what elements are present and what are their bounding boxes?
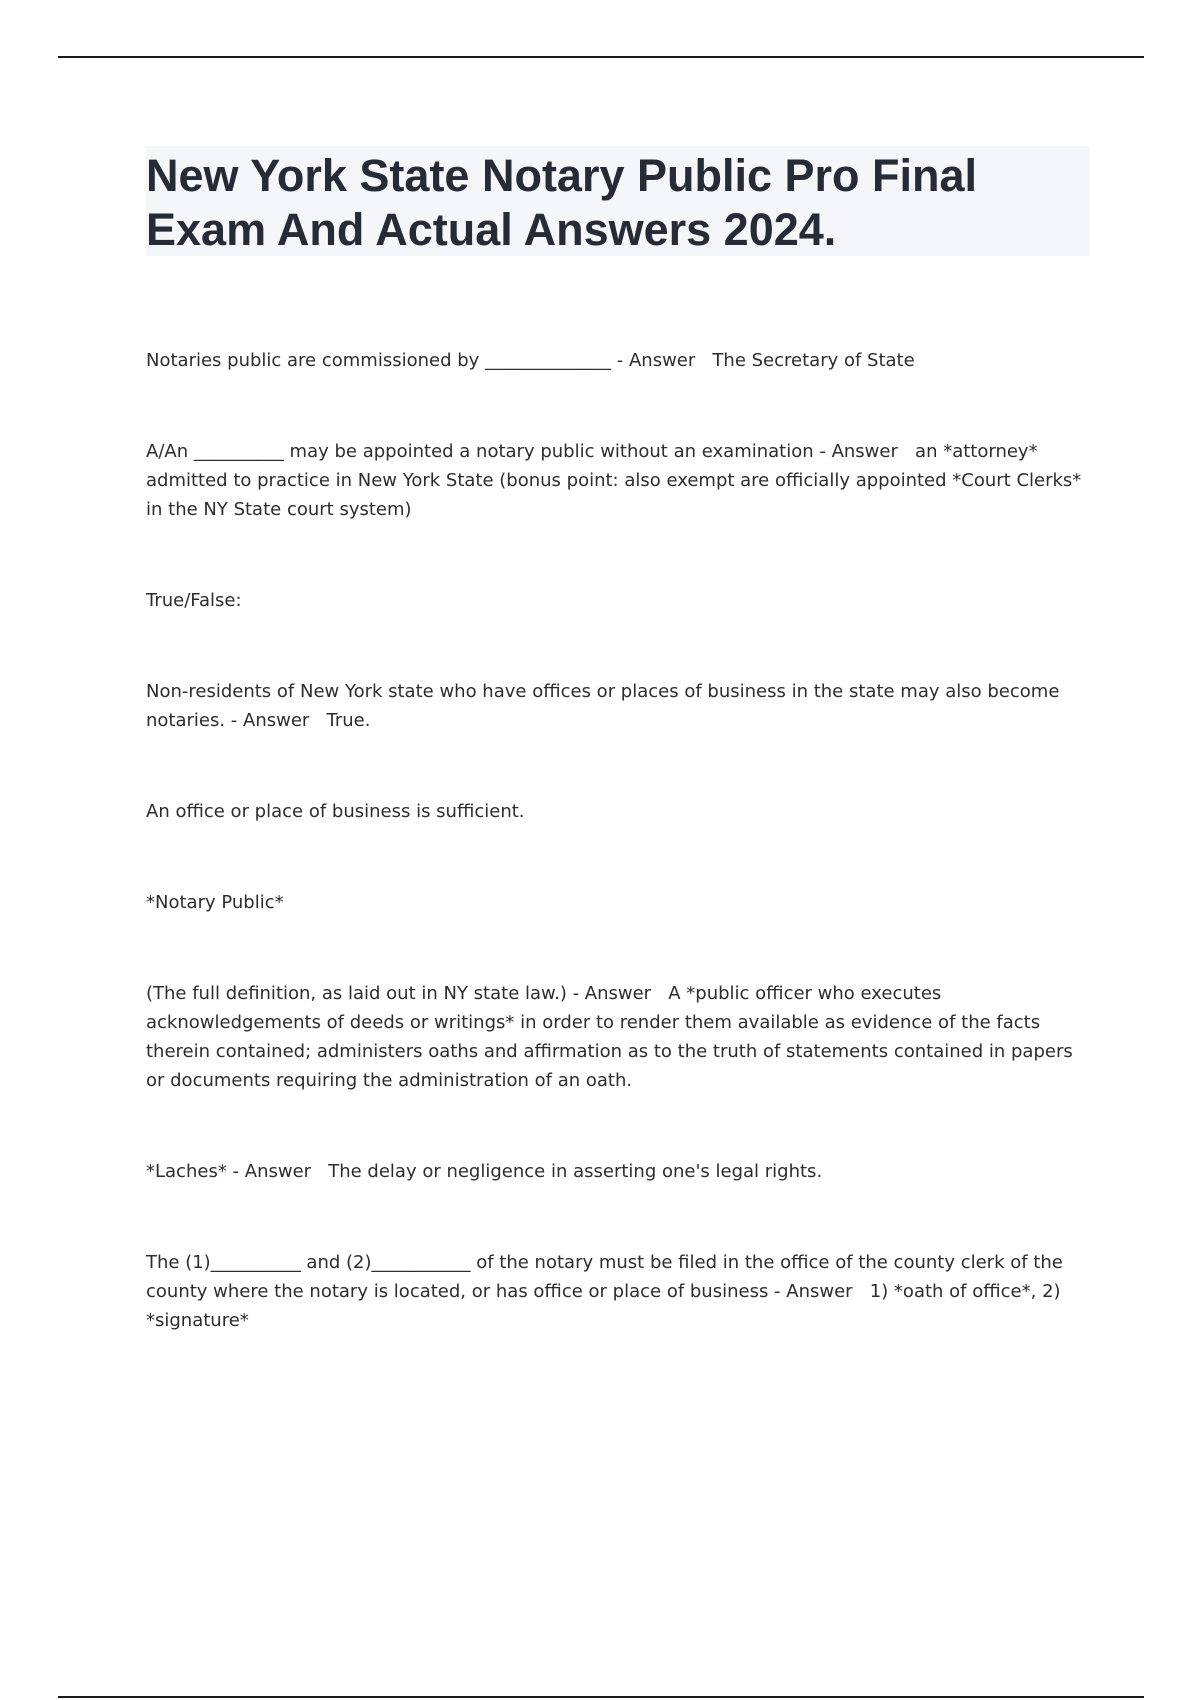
title-block <box>146 146 1090 256</box>
top-rule <box>58 56 1144 58</box>
paragraph-9: The (1)__________ and (2)___________ of the notary must be filed in the office of the county clerk of the county where the notary is located, or has office or place of business - Answer 1) *oath of office*, 2) *signature* <box>146 1252 1069 1331</box>
paragraph-7: (The full definition, as laid out in NY state law.) - Answer A *public officer who executes acknowledgements of deeds or writings* in order to render them available as evidence of the facts therein contained; administers oaths and affirmation as to the truth of statements contained in papers or documents requiring the administration of an oath. <box>146 983 1079 1091</box>
paragraph-2: A/An __________ may be appointed a notary public without an examination - Answer an *attorney* admitted to practice in New York State (bonus point: also exempt are officially appointed *Court Clerks* in the NY State court system) <box>146 441 1088 520</box>
bottom-rule <box>58 1696 1144 1698</box>
paragraph-1: Notaries public are commissioned by ______________ - Answer The Secretary of State <box>146 350 915 371</box>
paragraph-5: An office or place of business is sufficient. <box>146 801 525 822</box>
paragraph-3: True/False: <box>146 590 242 611</box>
document-title: New York State Notary Public Pro Final Exam And Actual Answers 2024. <box>146 150 978 255</box>
paragraph-8: *Laches* - Answer The delay or negligence in asserting one's legal rights. <box>146 1161 823 1182</box>
paragraph-6: *Notary Public* <box>146 892 284 913</box>
paragraph-4: Non-residents of New York state who have offices or places of business in the state may also become notaries. - Answer True. <box>146 681 1066 731</box>
document-body <box>146 346 1090 1335</box>
